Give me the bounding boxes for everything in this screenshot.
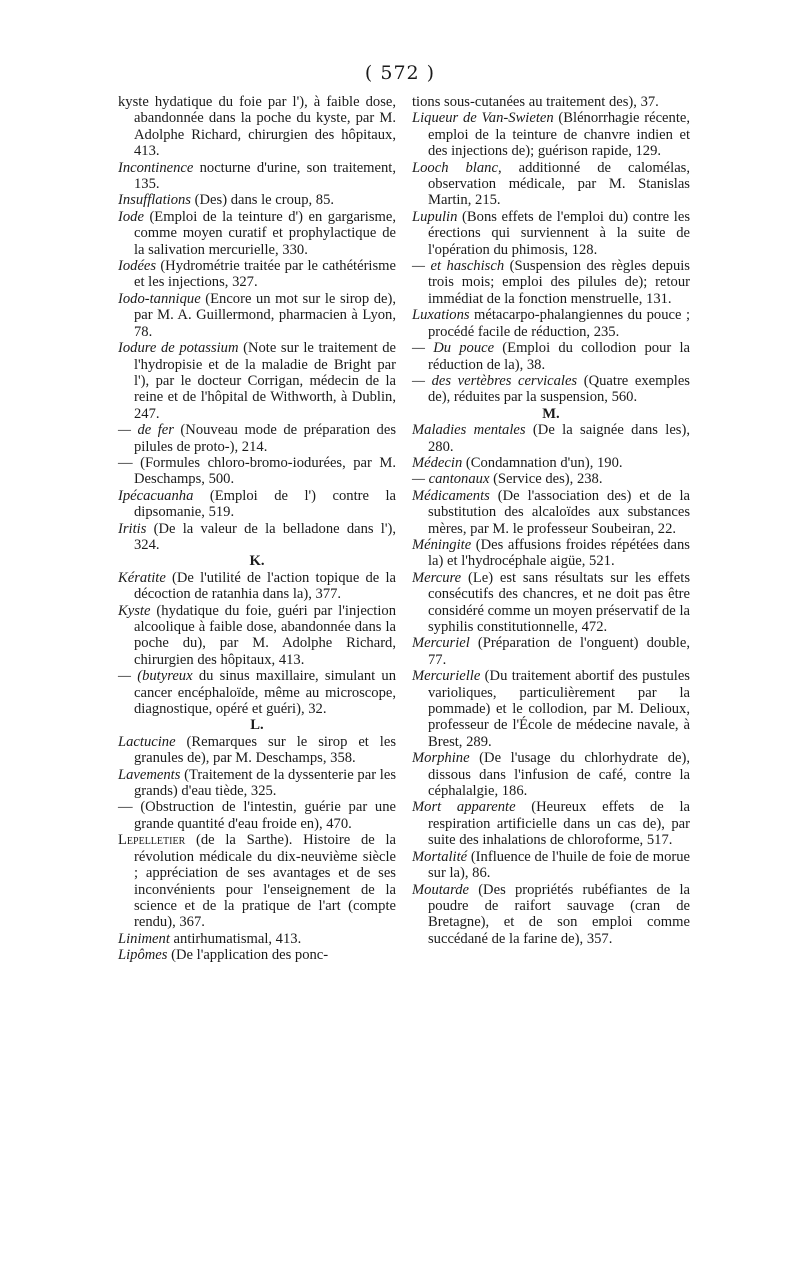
index-entry-text: (Hydrométrie traitée par le cathétérisme et les injections, 327.	[134, 258, 396, 291]
index-entry-text: (Service des), 238.	[489, 471, 603, 488]
index-entry	[412, 799, 690, 848]
index-term: Médecin	[412, 454, 463, 471]
index-term: Kyste	[118, 602, 151, 619]
index-entry-text: (Nouveau mode de préparation des pilules de proto-), 214.	[134, 422, 396, 455]
index-entry-text: (Des) dans le croup, 85.	[190, 192, 335, 209]
index-entry	[412, 373, 690, 406]
index-term: Iode	[118, 208, 144, 225]
index-term: Maladies mentales	[412, 422, 526, 439]
index-entry	[412, 635, 690, 668]
index-term: Mercure	[412, 569, 462, 586]
index-column-left	[118, 94, 396, 964]
index-term: Iodure de potassium	[118, 340, 239, 357]
index-entry	[118, 734, 396, 767]
index-entry	[412, 570, 690, 636]
index-term: Morphine	[412, 750, 470, 767]
index-entry-text: du sinus maxillaire, simulant un cancer encéphaloïde, même au microscope, diagnostique, opéré et guéri), 32.	[134, 668, 397, 718]
index-entry-text: (Condamnation d'un), 190.	[462, 454, 623, 471]
index-entry-text: (Emploi de la teinture d') en gargarisme, comme moyen curatif et prophylactique de la salivation mercurielle, 330.	[134, 208, 396, 258]
index-entry-text: (Du traitement abortif des pustules varioliques, particulièrement par la pommade) et le collodion, par M. Delioux, professeur de l'École de médecine navale, à Brest, 289.	[428, 668, 690, 750]
index-entry-text: (Encore un mot sur le sirop de), par M. A. Guillermond, pharmacien à Lyon, 78.	[134, 290, 396, 340]
index-term: Ipécacuanha	[118, 487, 194, 504]
index-entry-text: tions sous-cutanées au traitement des), 37.	[412, 94, 659, 110]
index-entry	[118, 799, 396, 832]
index-entry-text: (De l'utilité de l'action topique de la décoction de ratanhia dans la), 377.	[134, 569, 396, 603]
index-entry	[412, 340, 690, 373]
index-entry	[118, 192, 396, 208]
index-entry-text: (Emploi du collodion pour la réduction de la), 38.	[428, 340, 690, 373]
index-entry	[412, 455, 690, 471]
index-term: Mercuriel	[412, 635, 470, 652]
index-entry	[118, 291, 396, 340]
page-number: ( 572 )	[364, 62, 436, 84]
index-entry	[118, 603, 396, 669]
index-term: — cantonaux	[412, 471, 490, 488]
section-letter: M.	[542, 405, 560, 422]
index-term: Méningite	[412, 536, 472, 553]
index-entry	[412, 258, 690, 307]
index-entry-text: (Blénorrhagie récente, emploi de la teinture de chanvre indien et des injections de); guérison rapide, 129.	[428, 110, 691, 160]
index-entry	[412, 849, 690, 882]
index-entry	[118, 340, 396, 422]
index-entry-text: (Des propriétés rubéfiantes de la poudre de raifort sauvage (cran de Bretagne), et de son emploi comme succédané de la farine de), 357.	[428, 881, 690, 947]
index-term: Lepelletier	[118, 832, 186, 849]
index-entry-text: (Préparation de l'onguent) double, 77.	[428, 635, 690, 668]
index-entry-text: (Suspension des règles depuis trois mois; emploi des pilules de); retour immédiat de la fonction menstruelle, 131.	[428, 258, 690, 307]
index-entry	[118, 455, 396, 488]
index-entry-text: (Remarques sur le sirop et les granules de), par M. Deschamps, 358.	[134, 733, 396, 767]
index-term: Lactucine	[118, 733, 176, 750]
index-entry-text: (de la Sarthe). Histoire de la révolution médicale du dix-neuvième siècle ; appréciation de ses avantages et de ses inconvénients pour l'enseignement de la science et de la pratique de l'art (compte rendu), 367.	[134, 832, 396, 931]
index-entry-text: , additionné de calomélas, observation médicale, par M. Stanislas Martin, 215.	[428, 159, 691, 209]
index-term: Iritis	[118, 520, 147, 537]
index-term: Liqueur de Van-Swieten	[412, 110, 554, 127]
index-entry	[412, 307, 690, 340]
index-term: — des vertèbres cervicales	[412, 372, 578, 389]
index-entry	[118, 94, 396, 160]
index-term: — et haschisch	[412, 258, 505, 275]
index-entry-text: (De l'association des) et de la substitution des alcaloïdes aux substances mères, par M. le professeur Soubeiran, 22.	[428, 487, 690, 537]
index-term: Luxations	[412, 307, 470, 324]
index-term: — de fer	[118, 422, 174, 439]
index-term: Looch blanc	[412, 159, 498, 176]
index-entry-text: (De la saignée dans les), 280.	[428, 422, 690, 455]
index-entry-text: (Heureux effets de la respiration artificielle dans un cas de), par suite des inhalations de chloroforme, 517.	[428, 799, 690, 849]
index-entry	[412, 471, 690, 487]
index-entry-text: (De la valeur de la belladone dans l'), 324.	[134, 520, 396, 553]
index-entry	[118, 767, 396, 800]
index-term: Mort apparente	[412, 799, 516, 816]
index-term: Lupulin	[412, 208, 458, 225]
index-entry	[118, 258, 396, 291]
index-entry	[118, 947, 396, 963]
index-entry	[118, 521, 396, 554]
index-term: — (butyreux	[118, 668, 193, 685]
index-entry-text: métacarpo-phalangiennes du pouce ; procédé facile de réduction, 235.	[428, 307, 690, 340]
section-letter: K.	[249, 553, 265, 570]
index-term: Incontinence	[118, 159, 194, 176]
index-entry	[412, 422, 690, 455]
index-term: Kératite	[118, 569, 166, 586]
index-entry	[412, 488, 690, 537]
index-entry	[412, 668, 690, 750]
index-term: Mercurielle	[412, 668, 481, 685]
index-term: Lavements	[118, 766, 181, 783]
index-entry-text: (Traitement de la dyssenterie par les grands) d'eau tiède, 325.	[134, 766, 396, 800]
index-entry	[412, 750, 690, 799]
index-entry	[118, 160, 396, 193]
index-entry-text: (Quatre exemples de), réduites par la suspension, 560.	[428, 372, 690, 406]
index-entry-text: — (Obstruction de l'intestin, guérie par une grande quantité d'eau froide en), 470.	[118, 799, 396, 832]
index-entry-text: (De l'application des ponc-	[167, 947, 329, 964]
index-term: Médicaments	[412, 487, 490, 504]
index-entry-text: (Emploi de l') contre la dipsomanie, 519.	[134, 487, 396, 521]
index-entry	[118, 931, 396, 947]
index-entry-text: (Des affusions froides répétées dans la) et l'hydrocéphale aigüe, 521.	[428, 536, 690, 570]
index-entry	[118, 570, 396, 603]
index-entry	[412, 537, 690, 570]
index-entry-text: (Bons effets de l'emploi du) contre les érections qui surviennent à la suite de l'opération du phimosis, 128.	[428, 208, 690, 258]
index-term: Insufflations	[118, 192, 191, 209]
index-entry-text: kyste hydatique du foie par l'), à faible dose, abandonnée dans la poche du kyste, par M. Adolphe Richard, chirurgien des hôpitaux, 413.	[118, 94, 396, 160]
section-letter: L.	[250, 717, 264, 734]
index-entry	[412, 94, 690, 110]
index-entry	[118, 488, 396, 521]
index-term: Lipômes	[118, 947, 168, 964]
index-term: Mortalité	[412, 848, 468, 865]
index-entry	[412, 882, 690, 948]
index-term: Iodo-tannique	[118, 290, 201, 307]
index-term: Moutarde	[412, 881, 470, 898]
index-entry	[118, 832, 396, 930]
index-entry	[412, 209, 690, 258]
index-entry-text: (Le) est sans résultats sur les effets consécutifs des chancres, et ne doit pas être considéré comme un moyen préservatif de la syphilis constitutionnelle, 472.	[428, 569, 690, 635]
index-entry-text: antirhumatismal, 413.	[169, 930, 302, 947]
index-entry-text: — (Formules chloro-bromo-iodurées, par M. Deschamps, 500.	[118, 454, 396, 488]
index-entry-text: (Influence de l'huile de foie de morue sur la), 86.	[428, 848, 690, 882]
index-entry-text: nocturne d'urine, son traitement, 135.	[134, 159, 396, 193]
index-entry	[412, 160, 690, 209]
index-entry	[118, 668, 396, 717]
index-entry	[118, 422, 396, 455]
index-term: Liniment	[118, 930, 170, 947]
index-term: Iodées	[118, 258, 157, 275]
index-term: — Du pouce	[412, 340, 495, 357]
index-entry-text: (Note sur le traitement de l'hydropisie et de la maladie de Bright par l'), par le docteur Corrigan, médecin de la reine et de l'hôpital de Withworth, à Dublin, 247.	[134, 340, 396, 422]
index-column-right	[412, 94, 690, 947]
index-entry-text: (hydatique du foie, guéri par l'injection alcoolique à faible dose, abandonnée dans la poche du), par M. Adolphe Richard, chirurgien des hôpitaux, 413.	[134, 602, 396, 668]
index-entry	[412, 110, 690, 159]
index-entry-text: (De l'usage du chlorhydrate de), dissous dans l'infusion de café, contre la céphalalgie, 186.	[428, 750, 690, 800]
index-entry	[118, 209, 396, 258]
